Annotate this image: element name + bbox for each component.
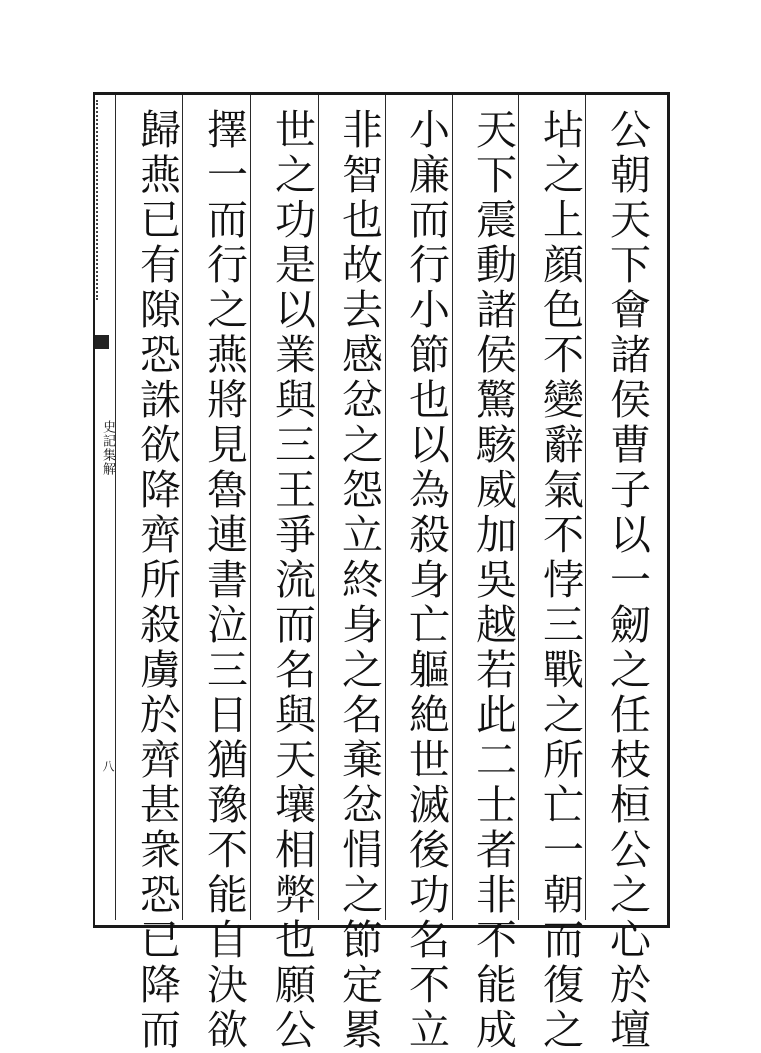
margin-page-number: 八 (101, 760, 115, 772)
margin-book-title: 史記集解 (100, 420, 115, 476)
margin-fold-marks (96, 100, 110, 300)
text-column-6: 世之功是以業與三王爭流而名與天壤相弊也願公 (268, 108, 316, 1053)
text-column-8: 歸燕已有隙恐誅欲降齊所殺虜於齊甚衆恐已降而 (133, 108, 181, 1053)
text-column-7: 擇一而行之燕將見魯連書泣三日猶豫不能自決欲 (200, 108, 248, 1053)
text-column-2: 坫之上顔色不變辭氣不悖三戰之所亡一朝而復之 (536, 108, 584, 1053)
text-column-5: 非智也故去感忿之怨立終身之名棄忿悁之節定累 (335, 108, 383, 1053)
text-column-1: 公朝天下會諸侯曹子以一劒之任枝桓公之心於壇 (603, 108, 651, 1053)
text-column-3: 天下震動諸侯驚駭威加吳越若此二士者非不能成 (469, 108, 517, 1053)
text-column-4: 小廉而行小節也以為殺身亡軀絶世滅後功名不立 (402, 108, 450, 1053)
fishtail-mark (95, 335, 109, 349)
column-rule (115, 95, 116, 920)
